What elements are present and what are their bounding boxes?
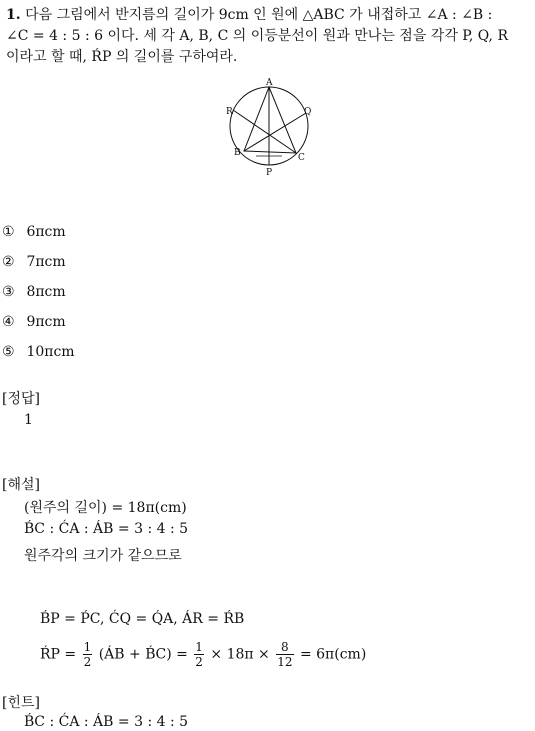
eq2-frac3-den: 12 [277,655,293,669]
label-b: B [234,148,241,158]
bisector-bq [244,113,306,151]
choice-4-mark: ④ [2,314,15,330]
explanation-equation-1: B́P = ṔC, ĆQ = Q́A, ÁR = ŔB [40,611,245,627]
eq2-frac2-num: 1 [195,640,203,654]
question-number: 1. [6,7,21,23]
eq2-frac1-num: 1 [83,640,92,654]
question-text-1: 다음 그림에서 반지름의 길이가 9cm 인 원에 △ABC 가 내접하고 ∠A : ∠B : [25,7,493,23]
answer-label: [정답] [2,391,40,407]
choice-2[interactable] [2,254,66,270]
choice-2-text: 7πcm [26,254,66,270]
eq2-lhs: ŔP = [40,646,77,663]
explanation-equation-2 [40,640,366,669]
label-q: Q [304,107,312,117]
eq2-rhs: = 6π(cm) [299,646,367,663]
choice-4-text: 9πcm [26,314,66,330]
label-c: C [298,153,305,163]
choice-5-mark: ⑤ [2,344,15,360]
choice-1-mark: ① [2,224,15,240]
label-a: A [266,78,273,88]
question-text-3: 이라고 할 때, ŔP 의 길이를 구하여라. [6,49,238,65]
label-r: R [226,107,233,117]
choice-3-mark: ③ [2,284,15,300]
label-p: P [266,168,273,178]
choice-3-text: 8πcm [26,284,66,300]
eq2-frac2-den: 2 [195,655,203,669]
hint-label: [힌트] [2,695,40,711]
explanation-label: [해설] [2,477,40,493]
explanation-line-3: 원주각의 크기가 같으므로 [24,548,182,564]
choice-1[interactable] [2,224,66,240]
answer-value: 1 [24,412,33,428]
eq2-frac1-den: 2 [83,655,92,669]
choice-5-text: 10πcm [26,344,75,360]
choice-1-text: 6πcm [26,224,66,240]
hint-line-1: B́C : ĆA : ÁB = 3 : 4 : 5 [24,714,189,730]
choice-5[interactable] [2,344,75,360]
explanation-line-1: (원주의 길이) = 18π(cm) [24,500,187,516]
choice-4[interactable] [2,314,66,330]
choice-2-mark: ② [2,254,15,270]
choice-3[interactable] [2,284,66,300]
eq2-mid: (ÁB + B́C) = [98,646,188,663]
bisector-cr [233,110,296,153]
question-line-1 [6,4,492,24]
eq2-fraction-3 [276,640,293,669]
eq2-fraction-2 [194,640,204,669]
triangle-abc [244,87,296,153]
circle-figure [218,76,320,178]
question-text-2: ∠C = 4 : 5 : 6 이다. 세 각 A, B, C 의 이등분선이 원과 만나는 점을 각각 P, Q, R [6,28,509,44]
explanation-line-2: B́C : ĆA : ÁB = 3 : 4 : 5 [24,521,189,537]
eq2-times: × 18π × [210,646,270,663]
eq2-frac3-num: 8 [276,640,293,655]
eq2-fraction-1 [83,640,93,669]
